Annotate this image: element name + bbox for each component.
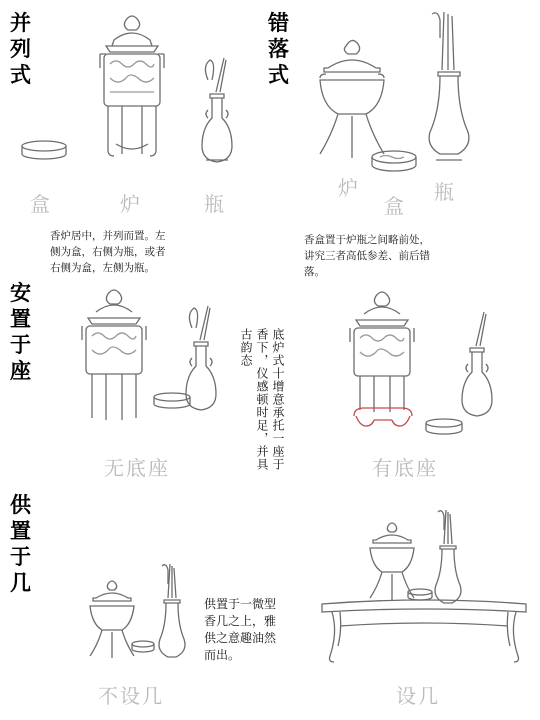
vase-icon (430, 508, 464, 608)
vase-icon (154, 562, 188, 662)
label-vase: 瓶 (434, 180, 456, 204)
incense-box-icon (424, 418, 464, 438)
incense-burner-icon (74, 288, 154, 428)
incense-box-icon (370, 150, 418, 174)
description-table: 供置于一微型 香几之上，雅 供之意趣油然 而出。 (204, 597, 277, 662)
incense-box-icon (130, 640, 156, 654)
incense-burner-icon (92, 14, 172, 169)
vase-icon (424, 10, 474, 170)
vase-icon (456, 310, 498, 422)
label-vase: 瓶 (204, 192, 226, 216)
stand-icon (350, 404, 416, 430)
section-heading-parallel: 并 列 式 (10, 11, 31, 87)
section-heading-table: 供 置 于 几 (10, 493, 31, 595)
label-with-table: 设几 (396, 684, 440, 708)
label-with-stand: 有底座 (372, 456, 438, 480)
label-box: 盒 (30, 192, 52, 216)
label-burner: 炉 (338, 176, 360, 200)
vase-icon (196, 56, 238, 168)
label-burner: 炉 (120, 192, 142, 216)
label-no-table: 不设几 (98, 684, 164, 708)
description-staggered: 香盒置于炉瓶之间略前处， 讲究三者高低参差、前后错 落。 (304, 234, 430, 278)
incense-box-icon (20, 140, 68, 164)
description-seat: 底炉式十增意承托一座于香下，仪感顿时足，并具古韵态 (239, 328, 285, 471)
label-no-stand: 无底座 (104, 456, 170, 480)
section-heading-seat: 安 置 于 座 (10, 281, 31, 383)
low-table-icon (318, 598, 530, 662)
section-heading-staggered: 错 落 式 (268, 11, 289, 87)
description-parallel: 香炉居中，并列而置。左 侧为盒，右侧为瓶，或者 右侧为盒，左侧为瓶。 (50, 230, 166, 274)
incense-burner-icon (310, 38, 394, 163)
incense-box-icon (152, 392, 192, 412)
label-box: 盒 (384, 194, 406, 218)
